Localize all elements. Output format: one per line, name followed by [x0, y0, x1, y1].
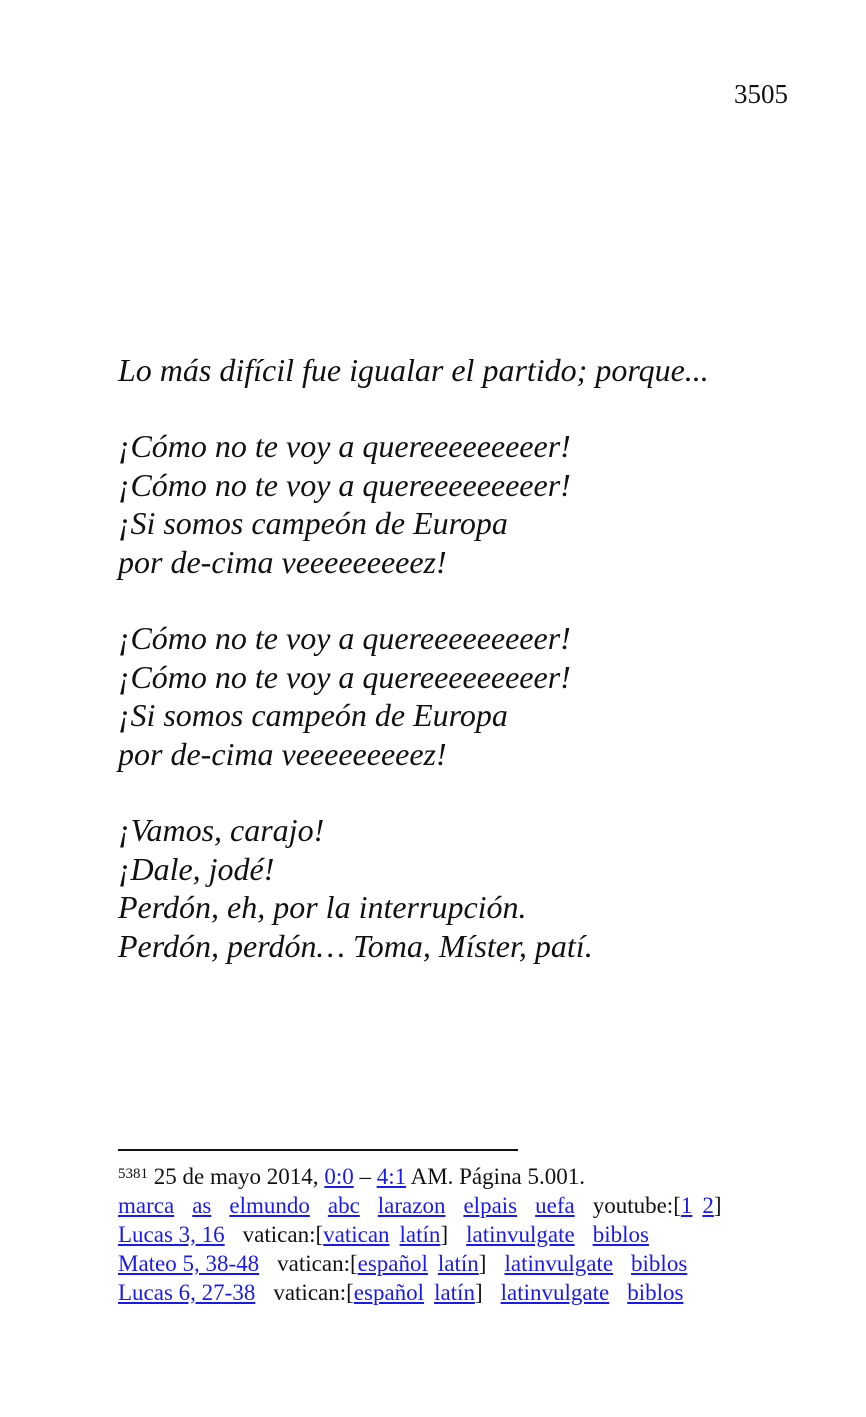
espanol-link[interactable]: español — [353, 1280, 425, 1305]
news-link-elpais[interactable]: elpais — [463, 1193, 518, 1218]
vatican-label: vatican:[ — [273, 1280, 354, 1305]
verse-line: ¡Cómo no te voy a quereeeeeeeeer! — [118, 428, 571, 464]
latinvulgate-link[interactable]: latinvulgate — [466, 1222, 575, 1247]
reference-link[interactable]: Lucas 3, 16 — [118, 1222, 225, 1247]
verse-line: Perdón, eh, por la interrupción. — [118, 889, 527, 925]
biblos-link[interactable]: biblos — [627, 1280, 684, 1305]
biblos-link[interactable]: biblos — [631, 1251, 688, 1276]
footnote-number: 5381 — [118, 1166, 148, 1182]
vatican-label: vatican:[ — [277, 1251, 358, 1276]
latin-link[interactable]: latín — [434, 1280, 475, 1305]
reference-link[interactable]: Lucas 6, 27-38 — [118, 1280, 256, 1305]
stanza-closing — [118, 811, 798, 965]
latinvulgate-link[interactable]: latinvulgate — [500, 1280, 610, 1305]
footnote-page-text: AM. Página 5.001. — [410, 1164, 585, 1189]
vatican-close-bracket: ] — [474, 1280, 483, 1305]
youtube-close-bracket: ] — [713, 1193, 722, 1218]
reference-link[interactable]: Mateo 5, 38-48 — [118, 1251, 260, 1276]
news-link-larazon[interactable]: larazon — [377, 1193, 446, 1218]
youtube-link-2[interactable]: 2 — [702, 1193, 714, 1218]
verse-line: ¡Si somos campeón de Europa — [118, 505, 508, 541]
reference-line — [118, 1220, 818, 1249]
youtube-link-1[interactable]: 1 — [680, 1193, 693, 1218]
verse-line: ¡Si somos campeón de Europa — [118, 697, 508, 733]
vatican-close-bracket: ] — [440, 1222, 449, 1247]
latinvulgate-link[interactable]: latinvulgate — [504, 1251, 614, 1276]
verse-line: ¡Vamos, carajo! — [118, 812, 325, 848]
stanza-chorus-1 — [118, 427, 798, 581]
youtube-label: youtube:[ — [592, 1193, 681, 1218]
news-link-marca[interactable]: marca — [118, 1193, 175, 1218]
verse-line: Perdón, perdón… Toma, Míster, patí. — [118, 927, 593, 964]
score-link-final[interactable]: 4:1 — [376, 1164, 407, 1189]
verse-line: por de-cima veeeeeeeeez! — [118, 735, 447, 772]
espanol-link[interactable]: español — [357, 1251, 428, 1276]
footnote-line-2 — [118, 1191, 818, 1220]
biblos-link[interactable]: biblos — [592, 1222, 649, 1247]
latin-link[interactable]: latín — [399, 1222, 441, 1247]
footnote-date: 25 de mayo 2014, — [153, 1164, 319, 1189]
news-link-as[interactable]: as — [192, 1193, 212, 1218]
reference-line — [118, 1249, 818, 1278]
news-link-uefa[interactable]: uefa — [535, 1193, 575, 1218]
footnote-line-1 — [118, 1162, 818, 1191]
score-dash: – — [359, 1164, 371, 1189]
vatican-close-bracket: ] — [478, 1251, 487, 1276]
verse-line: Lo más difícil fue igualar el partido; porque... — [118, 352, 709, 388]
verse-line: por de-cima veeeeeeeeez! — [118, 543, 447, 580]
stanza-intro — [118, 351, 798, 390]
footnote-separator — [118, 1149, 518, 1151]
stanza-chorus-2 — [118, 619, 798, 773]
score-link-halftime[interactable]: 0:0 — [324, 1164, 354, 1189]
news-link-abc[interactable]: abc — [327, 1193, 360, 1218]
verse-line: ¡Dale, jodé! — [118, 850, 275, 887]
verse-line: ¡Cómo no te voy a quereeeeeeeeer! — [118, 466, 571, 503]
page-number: 3505 — [734, 79, 788, 109]
verse-line: ¡Cómo no te voy a quereeeeeeeeer! — [118, 658, 571, 695]
vatican-label: vatican:[ — [242, 1222, 324, 1247]
latin-link[interactable]: latín — [437, 1251, 479, 1276]
footnote — [118, 1162, 818, 1307]
news-link-elmundo[interactable]: elmundo — [229, 1193, 310, 1218]
reference-line — [118, 1278, 818, 1307]
vatican-link[interactable]: vatican — [323, 1222, 390, 1247]
verse-line: ¡Cómo no te voy a quereeeeeeeeer! — [118, 620, 571, 656]
